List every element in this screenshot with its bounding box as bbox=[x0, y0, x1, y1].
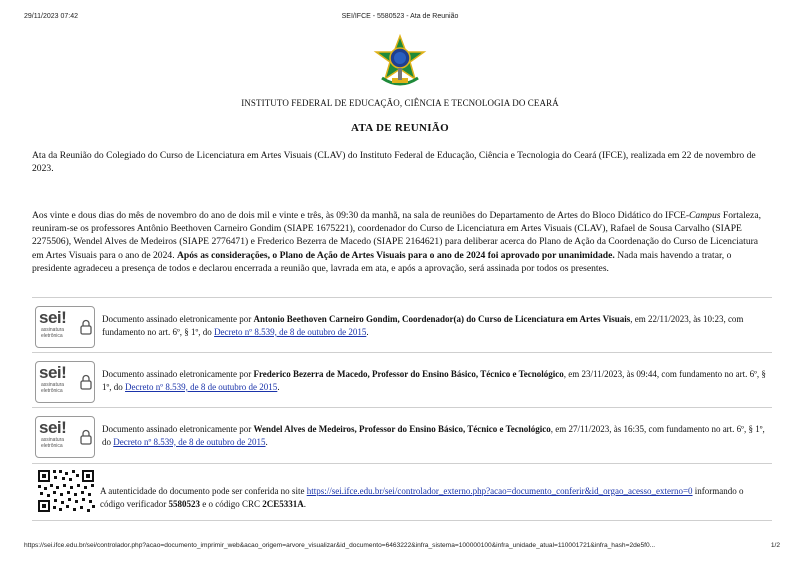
authenticity-text: A autenticidade do documento pode ser conferida no site https://sei.ifce.edu.br/sei/controlador_externo.php?acao=documento_conferir&id_orgao_acesso_externo=0 informando o código verificador 5580523 e o código CRC 2CE5331A. bbox=[100, 486, 744, 509]
signer-name: Antonio Beethoven Carneiro Gondim, Coordenador(a) do Curso de Licenciatura em Artes Visuais bbox=[253, 314, 631, 324]
sei-caption: assinatura eletrônica bbox=[41, 382, 65, 394]
body-part-3: Nada mais havendo a tratar, o presidente agradeceu a presença de todos e declarou encerrada a reunião que, lavrada em ata, e após a aprovação, será assinada por todos os presentes. bbox=[32, 249, 732, 274]
signature-text: Documento assinado eletronicamente por Wendel Alves de Medeiros, Professor do Ensino Básico, Técnico e Tecnológico, em 27/11/2023, às 16:35, com fundamento no art. 6º, § 1º, do Decreto nº 8.539, de 8 de outubro de 2015. bbox=[102, 424, 765, 447]
verification-link[interactable]: https://sei.ifce.edu.br/sei/controlador_externo.php?acao=documento_conferir&id_orgao_acesso_externo=0 bbox=[306, 486, 693, 496]
signer-name: Wendel Alves de Medeiros, Professor do Ensino Básico, Técnico e Tecnológico bbox=[253, 424, 551, 434]
signature-block bbox=[32, 297, 772, 352]
print-datetime: 29/11/2023 07:42 bbox=[24, 13, 78, 20]
lock-icon bbox=[80, 429, 92, 445]
sei-brand: sei! bbox=[39, 363, 67, 382]
sei-caption: assinatura eletrônica bbox=[41, 437, 65, 449]
sei-caption: assinatura eletrônica bbox=[41, 327, 65, 339]
sei-signature-logo bbox=[35, 361, 95, 403]
qr-code-icon bbox=[36, 468, 96, 514]
meeting-body bbox=[32, 209, 772, 275]
institution-name: INSTITUTO FEDERAL DE EDUCAÇÃO, CIÊNCIA E TECNOLOGIA DO CEARÁ bbox=[241, 98, 559, 108]
crc-code: 2CE5331A bbox=[262, 498, 304, 509]
sei-brand: sei! bbox=[39, 418, 67, 437]
coat-of-arms-icon bbox=[372, 34, 428, 90]
decree-link[interactable]: Decreto nº 8.539, de 8 de outubro de 2015 bbox=[214, 326, 367, 337]
print-footer bbox=[24, 542, 780, 549]
print-doc-title: SEI/IFCE - 5580523 - Ata de Reunião bbox=[341, 13, 459, 20]
sei-signature-logo bbox=[35, 416, 95, 458]
signature-block bbox=[32, 352, 772, 407]
lock-icon bbox=[80, 374, 92, 390]
decree-link[interactable]: Decreto nº 8.539, de 8 de outubro de 2015 bbox=[113, 436, 266, 447]
meeting-summary: Ata da Reunião do Colegiado do Curso de Licenciatura em Artes Visuais (CLAV) do Instituto Federal de Educação, Ciência e Tecnologia do Ceará (IFCE), realizada em 22 de novembro de 2023. bbox=[32, 150, 756, 174]
signer-name: Frederico Bezerra de Macedo, Professor do Ensino Básico, Técnico e Tecnológico bbox=[253, 369, 564, 379]
verifier-code: 5580523 bbox=[168, 498, 200, 509]
lock-icon bbox=[80, 319, 92, 335]
signature-text: Documento assinado eletronicamente por Frederico Bezerra de Macedo, Professor do Ensino Básico, Técnico e Tecnológico, em 23/11/2023, às 09:44, com fundamento no art. 6º, § 1º, do Decreto nº 8.539, de 8 de outubro de 2015. bbox=[102, 369, 766, 392]
signature-text: Documento assinado eletronicamente por Antonio Beethoven Carneiro Gondim, Coordenador(a) do Curso de Licenciatura em Artes Visuais, em 22/11/2023, às 10:23, com fundamento no art. 6º, § 1º, do Decreto nº 8.539, de 8 de outubro de 2015. bbox=[102, 314, 744, 337]
print-url: https://sei.ifce.edu.br/sei/controlador.php?acao=documento_imprimir_web&acao_origem=arvore_visualizar&id_documento=6463222&infra_sistema=100000100&infra_unidade_atual=110001721&infra_hash=2de5f0... bbox=[24, 542, 656, 549]
document-title: ATA DE REUNIÃO bbox=[351, 122, 449, 134]
signature-block bbox=[32, 407, 772, 462]
body-approval: Após as considerações, o Plano de Ação de Artes Visuais para o ano de 2024 foi aprovado por unanimidade. bbox=[177, 249, 615, 261]
authenticity-block bbox=[32, 463, 772, 521]
decree-link[interactable]: Decreto nº 8.539, de 8 de outubro de 2015 bbox=[125, 381, 278, 392]
body-part-2: Fortaleza, reuniram-se os professores Antônio Beethoven Carneiro Gondim (SIAPE 1675221), coordenador do Curso de Licenciatura em Artes Visuais (CLAV), Rafael de Sousa Carvalho (SIAPE 2275506), Wendel Alves de Medeiros (SIAPE 2776471) e Frederico Bezerra de Macedo (SIAPE 2164621) para deliberar acerca do Plano de Ação da Coordenação do Curso de Licenciatura em Artes Visuais para o ano de 2024. bbox=[32, 210, 761, 261]
body-part-1: Aos vinte e dous dias do mês de novembro do ano de dois mil e vinte e três, às 09:30 da manhã, na sala de reuniões do Departamento de Artes do Bloco Didático do IFCE- bbox=[32, 210, 690, 221]
sei-signature-logo bbox=[35, 306, 95, 348]
body-campus: Campus bbox=[689, 210, 721, 221]
page-number: 1/2 bbox=[770, 542, 780, 549]
sei-brand: sei! bbox=[39, 308, 67, 327]
